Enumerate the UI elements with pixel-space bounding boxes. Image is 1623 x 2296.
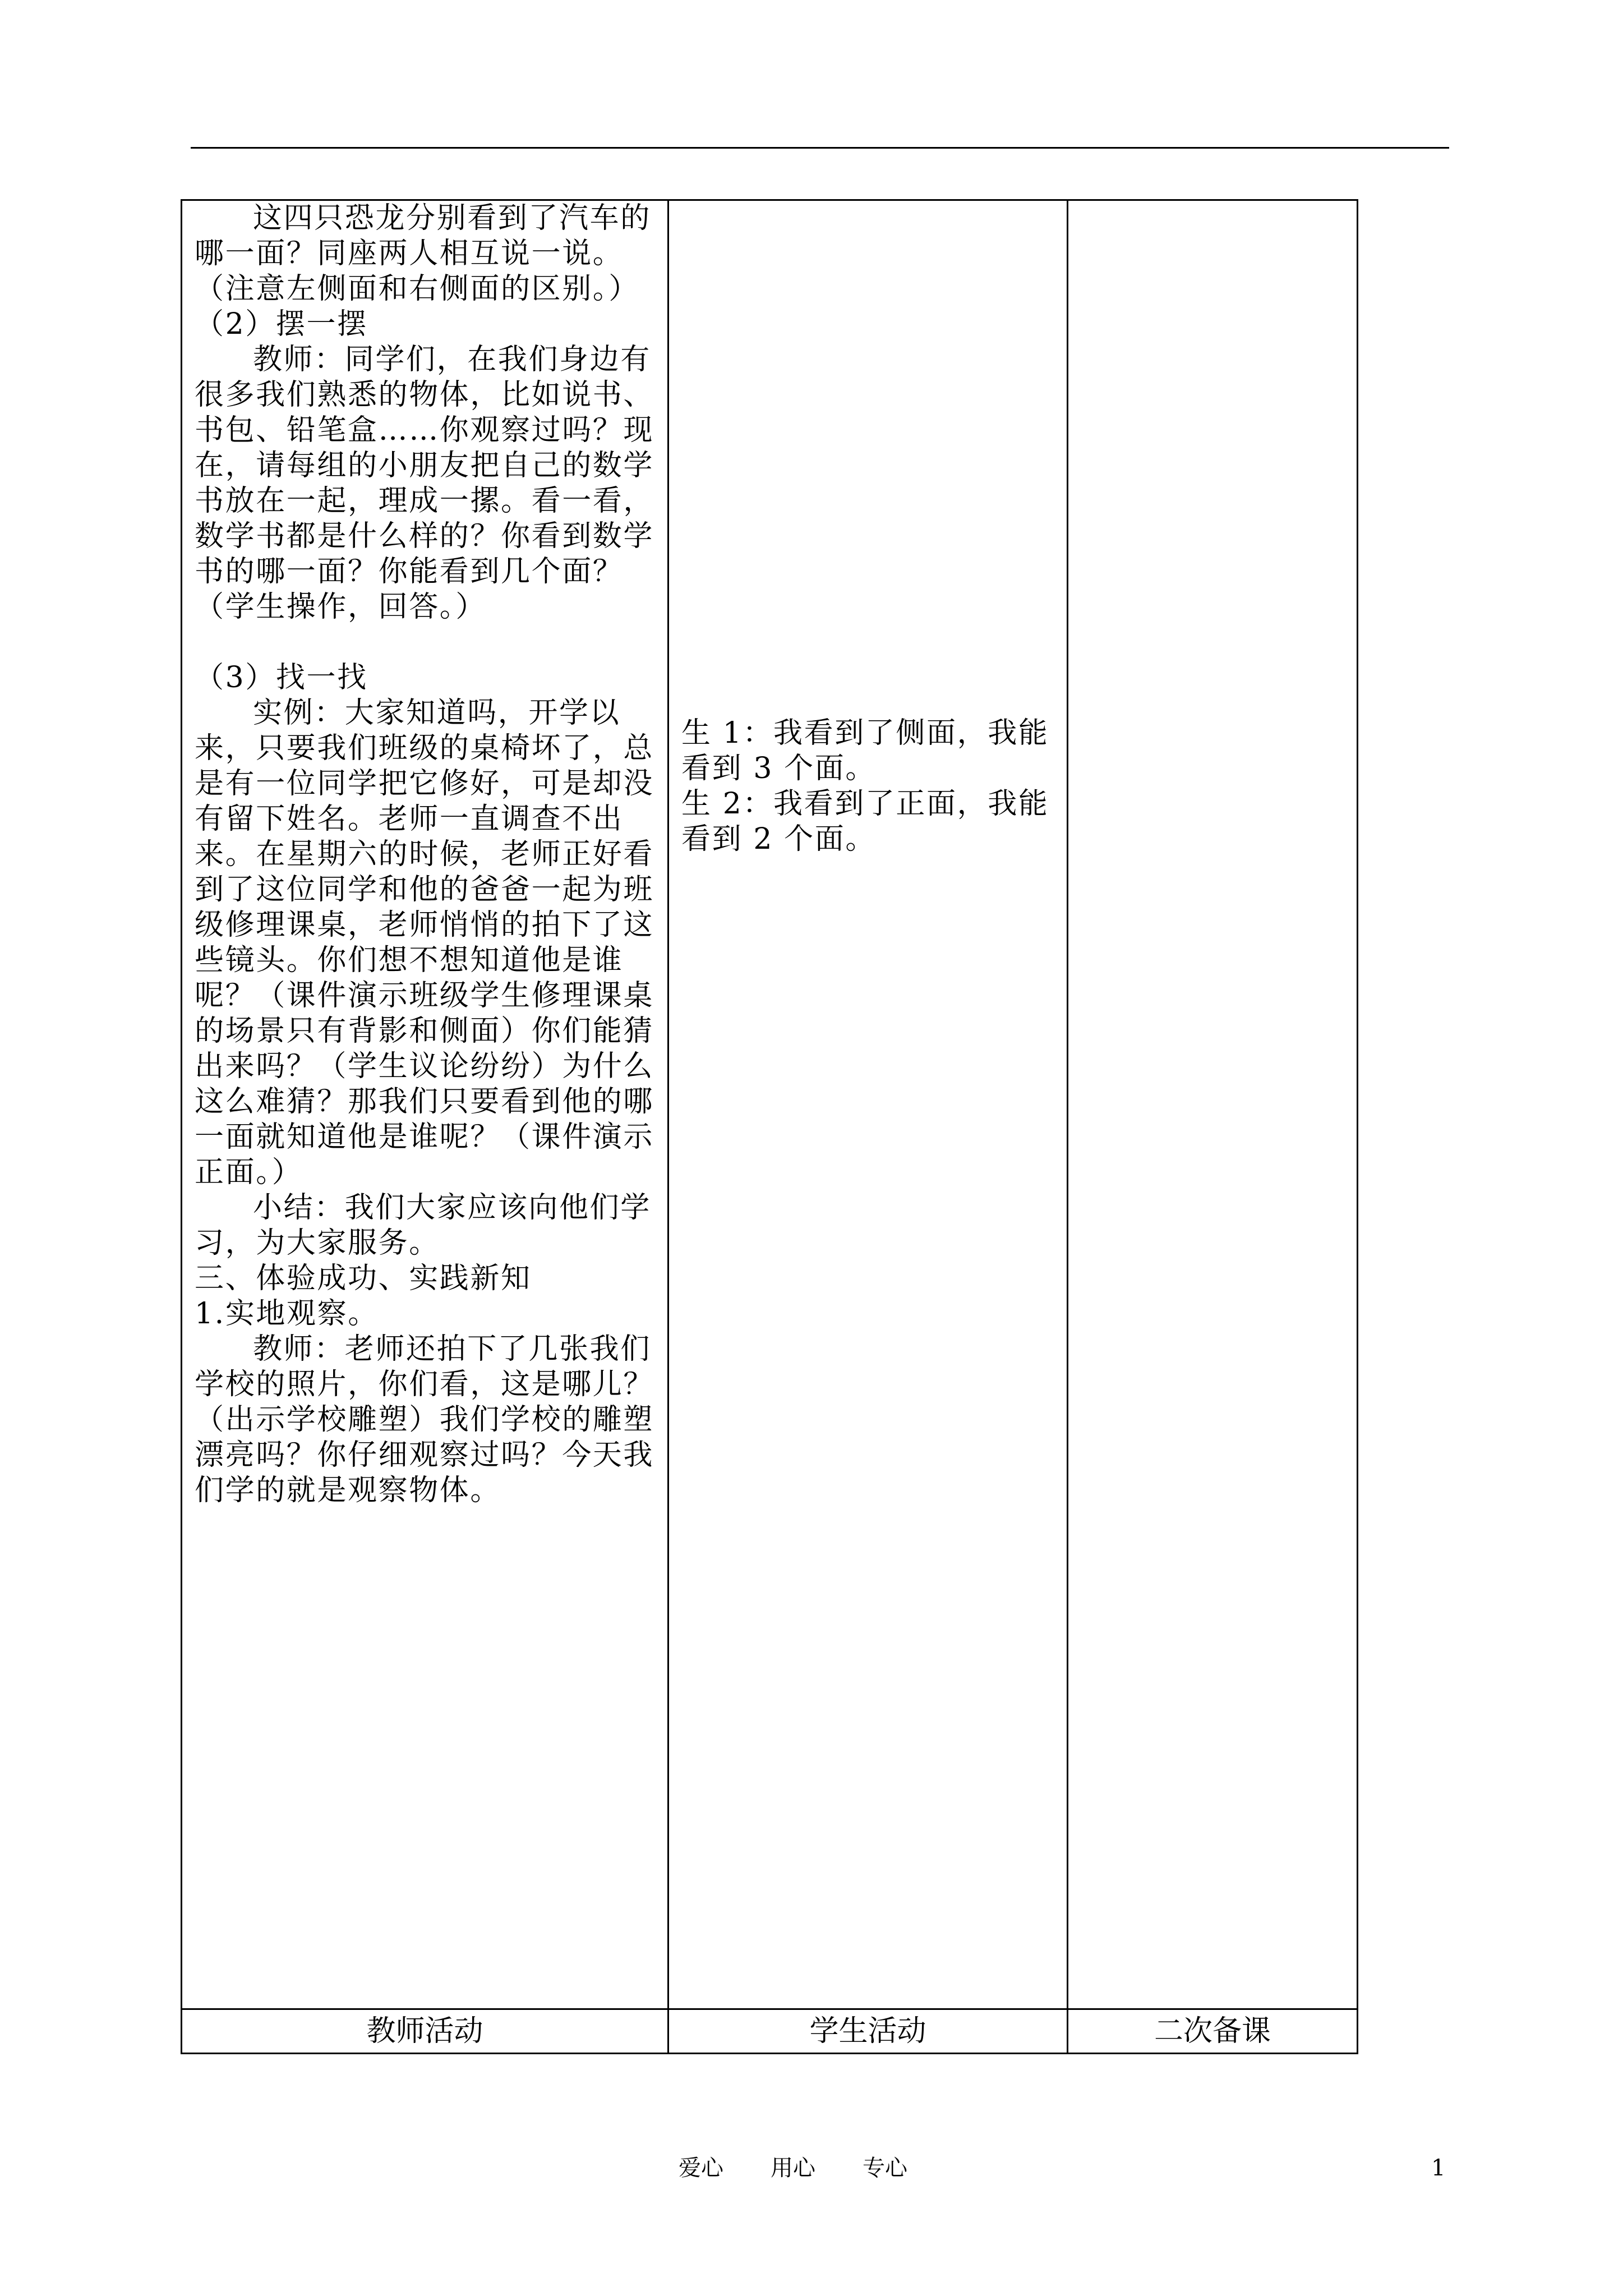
teacher-paragraph: （2）摆一摆: [195, 307, 368, 341]
teacher-paragraph: 三、体验成功、实践新知: [195, 1262, 532, 1295]
teacher-activity-text: [182, 201, 667, 1508]
student-activity-cell: [668, 200, 1068, 2009]
student-activity-header: 学生活动: [668, 2009, 1068, 2054]
teacher-paragraph: 实例：大家知道吗，开学以来，只要我们班级的桌椅坏了，总是有一位同学把它修好，可是却没有留下姓名。老师一直调查不出来。在星期六的时候，老师正好看到了这位同学和他的爸爸一起为班级修理课桌，老师悄悄的拍下了这些镜头。你们想不想知道他是谁呢？（课件演示班级学生修理课桌的场景只有背影和侧面）你们能猜出来吗？（学生议论纷纷）为什么这么难猜？那我们只要看到他的哪一面就知道他是谁呢？（课件演示正面。）: [195, 696, 654, 1189]
second-preparation-header: 二次备课: [1068, 2009, 1358, 2054]
lesson-plan-table: [181, 199, 1358, 2054]
teacher-paragraph: 这四只恐龙分别看到了汽车的哪一面？同座两人相互说一说。（注意左侧面和右侧面的区别。）: [195, 201, 651, 306]
teacher-paragraph: （3）找一找: [195, 661, 368, 694]
teacher-paragraph: 教师：同学们，在我们身边有很多我们熟悉的物体，比如说书、书包、铅笔盒……你观察过吗？现在，请每组的小朋友把自己的数学书放在一起，理成一摞。看一看，数学书都是什么样的？你看到数学书的哪一面？你能看到几个面？（学生操作，回答。）: [195, 343, 654, 624]
student-activity-text: [669, 201, 1067, 857]
teacher-paragraph: 小结：我们大家应该向他们学习，为大家服务。: [195, 1191, 651, 1260]
page-number: 1: [1431, 2155, 1446, 2181]
teacher-paragraph: 1.实地观察。: [195, 1297, 379, 1331]
second-preparation-cell: [1068, 200, 1358, 2009]
teacher-activity-cell: [182, 200, 668, 2009]
header-row: [182, 2009, 1358, 2054]
teacher-activity-header: 教师活动: [182, 2009, 668, 2054]
teacher-paragraph: 教师：老师还拍下了几张我们学校的照片，你们看，这是哪儿？（出示学校雕塑）我们学校的雕塑漂亮吗？你仔细观察过吗？今天我们学的就是观察物体。: [195, 1332, 654, 1507]
student-paragraph: 生 1：我看到了侧面，我能看到 3 个面。: [681, 716, 1049, 785]
footer-item: 专心: [863, 2155, 907, 2181]
footer-item: 爱心: [679, 2155, 723, 2181]
content-row: [182, 200, 1358, 2009]
header-rule: [191, 147, 1449, 149]
blank-line: [195, 625, 660, 660]
footer-item: 用心: [771, 2155, 815, 2181]
footer-slogan: [679, 2154, 955, 2182]
student-paragraph: 生 2：我看到了正面，我能看到 2 个面。: [681, 787, 1049, 856]
